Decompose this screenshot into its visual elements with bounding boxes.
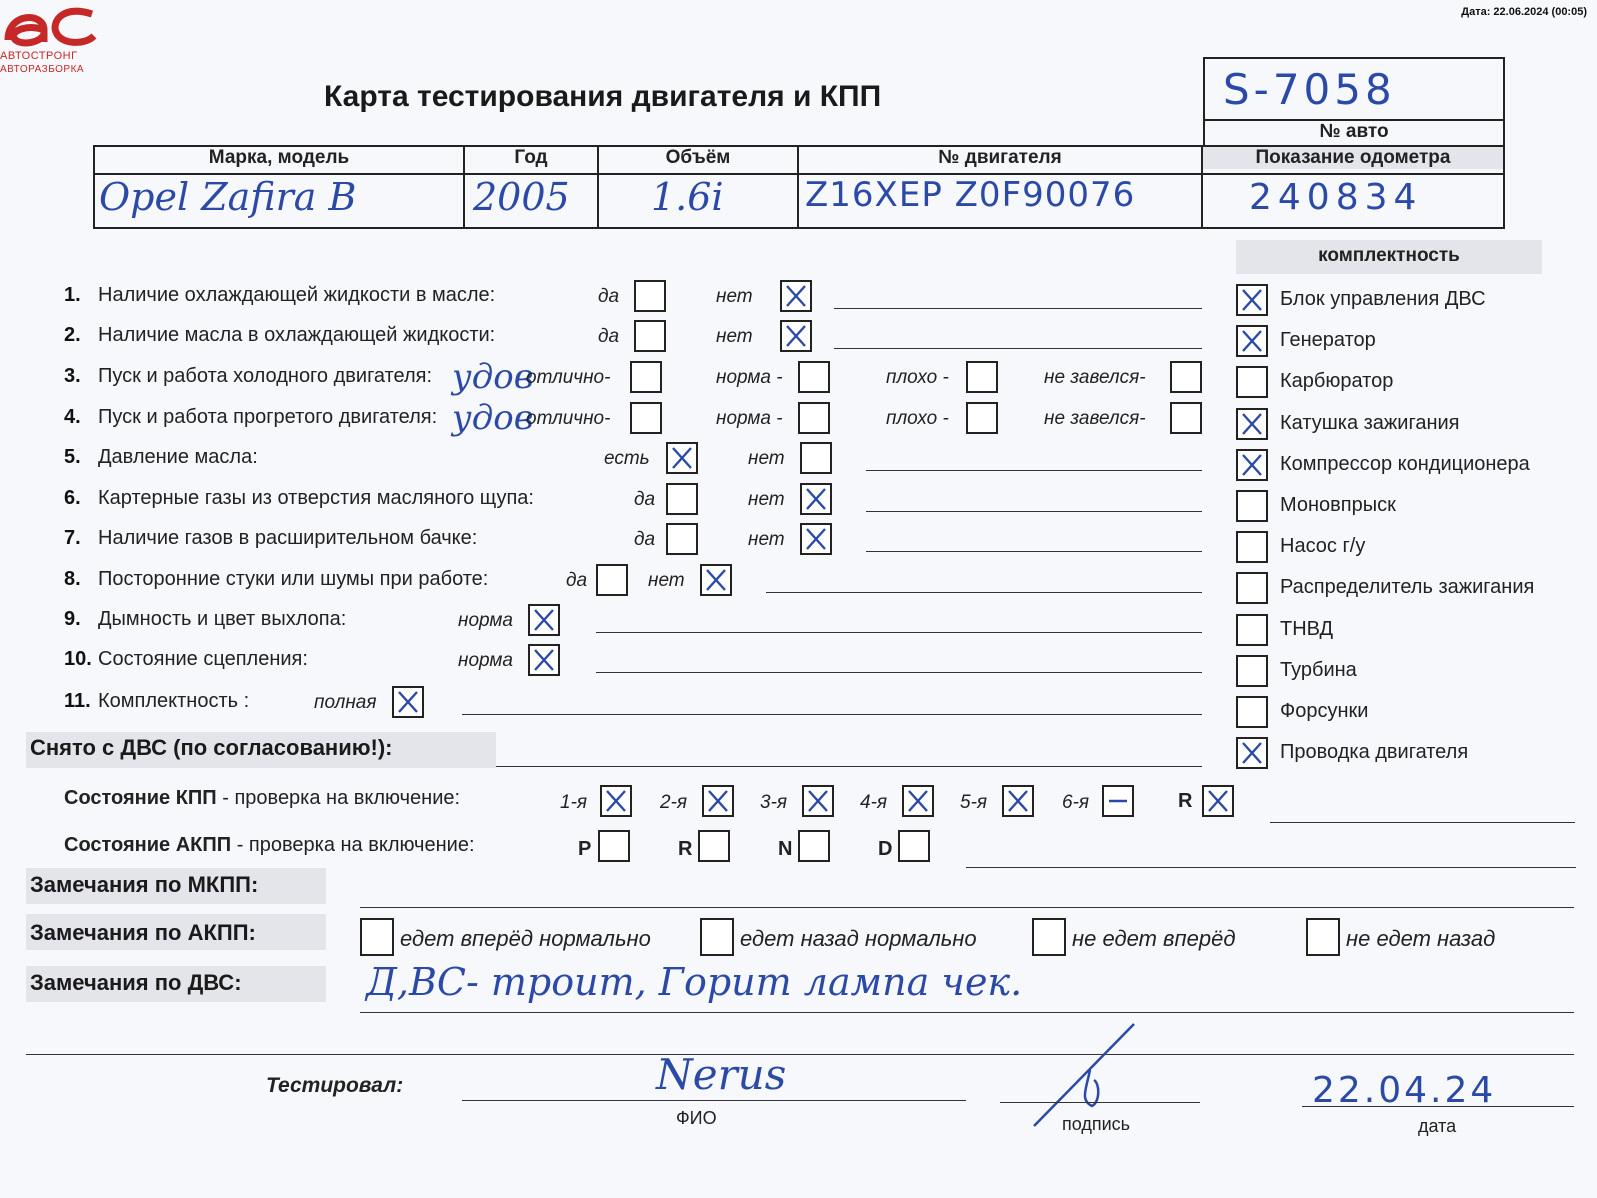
- akpp-mode-checkbox-3[interactable]: [898, 830, 930, 862]
- akpp-mode-label: D: [878, 838, 893, 860]
- test-date: 22.04.24: [1312, 1070, 1497, 1111]
- option-label: да: [566, 570, 588, 591]
- removed-label: Снято с ДВС (по согласованию!):: [30, 735, 393, 760]
- option-label: нет: [748, 448, 785, 469]
- completeness-item-label: Насос г/у: [1280, 535, 1366, 558]
- completeness-checkbox[interactable]: [1236, 490, 1268, 522]
- checkbox-r9-o1[interactable]: [528, 604, 560, 636]
- akpp-note-option-label: не едет вперёд: [1072, 926, 1236, 951]
- row-label: Состояние сцепления:: [98, 648, 308, 670]
- row-label: Наличие охлаждающей жидкости в масле:: [98, 284, 496, 306]
- gear-checkbox-2[interactable]: [802, 785, 834, 817]
- row-note: удов: [452, 357, 534, 397]
- volume-value: 1.6i: [651, 175, 724, 219]
- checkbox-r7-o2[interactable]: [800, 523, 832, 555]
- option-label: отлично-: [526, 408, 611, 429]
- akpp-note-checkbox-1[interactable]: [700, 918, 734, 956]
- checkbox-r2-o2[interactable]: [780, 320, 812, 352]
- option-label: да: [634, 489, 656, 510]
- row-number: 3.: [64, 365, 81, 387]
- checkbox-r5-o2[interactable]: [800, 442, 832, 474]
- completeness-item-label: Форсунки: [1280, 700, 1369, 722]
- option-label: да: [598, 326, 620, 347]
- model-value: Opel Zafira B: [99, 175, 357, 219]
- row-label: Давление масла:: [98, 446, 258, 468]
- completeness-item-label: Моновпрыск: [1280, 494, 1396, 516]
- row-note: удов: [452, 398, 534, 438]
- car-id-label: № авто: [1203, 119, 1505, 147]
- option-label: норма -: [716, 408, 783, 429]
- option-label: плохо -: [886, 408, 949, 429]
- completeness-checkbox[interactable]: [1236, 572, 1268, 604]
- gear-label: 2-я: [660, 792, 688, 813]
- row-label: Комплектность :: [98, 690, 250, 712]
- option-label: нет: [648, 570, 685, 591]
- akpp-note-option-label: едет назад нормально: [740, 926, 977, 951]
- row-number: 9.: [64, 608, 81, 630]
- gear-checkbox-5[interactable]: [1102, 785, 1134, 817]
- car-id-value: S-7058: [1223, 65, 1396, 114]
- notes-dvs-label: Замечания по ДВС:: [30, 970, 242, 995]
- checkbox-r6-o2[interactable]: [800, 483, 832, 515]
- akpp-mode-checkbox-2[interactable]: [798, 830, 830, 862]
- completeness-checkbox[interactable]: [1236, 531, 1268, 563]
- gear-label: 1-я: [560, 792, 588, 813]
- checkbox-r1-o2[interactable]: [780, 280, 812, 312]
- option-label: норма -: [716, 367, 783, 388]
- checkbox-r3-o2[interactable]: [798, 361, 830, 393]
- akpp-mode-checkbox-1[interactable]: [698, 830, 730, 862]
- col-header-model: Марка, модель: [208, 147, 350, 168]
- akpp-note-option-label: не едет назад: [1346, 926, 1496, 951]
- tester-name: Nerus: [656, 1050, 787, 1099]
- option-label: нет: [748, 529, 785, 550]
- gear-checkbox-0[interactable]: [600, 785, 632, 817]
- row-number: 1.: [64, 284, 81, 306]
- akpp-note-checkbox-3[interactable]: [1306, 918, 1340, 956]
- option-label: плохо -: [886, 367, 949, 388]
- gear-label: R: [1178, 790, 1193, 812]
- option-label: да: [634, 529, 656, 550]
- car-id-box: [1203, 57, 1505, 119]
- completeness-checkbox[interactable]: [1236, 655, 1268, 687]
- completeness-title: комплектность: [1318, 245, 1460, 266]
- gear-label: 3-я: [760, 792, 788, 813]
- completeness-checkbox[interactable]: [1236, 696, 1268, 728]
- row-number: 11.: [64, 690, 91, 712]
- notes-dvs-text: Д,ВС- троит, Горит лампа чек.: [366, 960, 1023, 1004]
- col-header-engine-no: № двигателя: [938, 147, 1062, 168]
- option-label: нет: [716, 286, 753, 307]
- akpp-mode-label: R: [678, 838, 693, 860]
- completeness-checkbox[interactable]: [1236, 325, 1268, 357]
- option-label: есть: [604, 448, 650, 469]
- year-value: 2005: [473, 175, 570, 219]
- checkbox-r8-o1[interactable]: [596, 564, 628, 596]
- checkbox-r3-o3[interactable]: [966, 361, 998, 393]
- checkbox-r4-o1[interactable]: [630, 402, 662, 434]
- completeness-checkbox[interactable]: [1236, 366, 1268, 398]
- akpp-note-checkbox-0[interactable]: [360, 918, 394, 956]
- gear-checkbox-3[interactable]: [902, 785, 934, 817]
- completeness-item-label: ТНВД: [1280, 617, 1334, 640]
- row-label: Дымность и цвет выхлопа:: [98, 608, 347, 630]
- checkbox-r7-o1[interactable]: [666, 523, 698, 555]
- completeness-checkbox[interactable]: [1236, 284, 1268, 316]
- completeness-item-label: Генератор: [1280, 329, 1376, 352]
- akpp-mode-checkbox-0[interactable]: [598, 830, 630, 862]
- gear-label: 4-я: [860, 792, 888, 813]
- checkbox-r4-o2[interactable]: [798, 402, 830, 434]
- option-label: не завелся-: [1044, 408, 1146, 429]
- row-label: Посторонние стуки или шумы при работе:: [98, 568, 489, 590]
- row-label: Картерные газы из отверстия масляного щупа:: [98, 487, 534, 509]
- option-label: нет: [716, 326, 753, 347]
- completeness-item-label: Турбина: [1280, 658, 1357, 681]
- checkbox-r4-o3[interactable]: [966, 402, 998, 434]
- notes-akpp-label: Замечания по АКПП:: [30, 920, 256, 945]
- checkbox-r4-o4[interactable]: [1170, 402, 1202, 434]
- brand-name: АВТОСТРОНГ: [0, 50, 78, 62]
- option-label: норма: [458, 610, 513, 631]
- checkbox-r3-o4[interactable]: [1170, 361, 1202, 393]
- checkbox-r10-o1[interactable]: [528, 644, 560, 676]
- gear-label: 6-я: [1062, 792, 1090, 813]
- row-label: Наличие масла в охлаждающей жидкости:: [98, 324, 496, 346]
- odometer-value: 240834: [1249, 177, 1423, 218]
- checkbox-r5-o1[interactable]: [666, 442, 698, 474]
- option-label: норма: [458, 650, 513, 671]
- col-header-odometer: Показание одометра: [1203, 147, 1503, 169]
- col-header-volume: Объём: [665, 147, 731, 168]
- option-label: нет: [748, 489, 785, 510]
- sign-label: подпись: [1062, 1114, 1131, 1134]
- notes-mkpp-label: Замечания по МКПП:: [30, 872, 259, 897]
- completeness-item-label: Компрессор кондиционера: [1280, 452, 1530, 475]
- engine-no-value: Z16XEP Z0F90076: [805, 175, 1136, 215]
- date-stamp: Дата: 22.06.2024 (00:05): [1461, 6, 1587, 18]
- completeness-item-label: Блок управления ДВС: [1280, 288, 1486, 310]
- checkbox-r8-o2[interactable]: [700, 564, 732, 596]
- page-title: Карта тестирования двигателя и КПП: [324, 80, 882, 113]
- option-label: не завелся-: [1044, 367, 1146, 388]
- option-label: отлично-: [526, 367, 611, 388]
- kpp-label: Состояние КПП - проверка на включение:: [64, 787, 461, 809]
- row-number: 6.: [64, 487, 81, 509]
- row-label: Пуск и работа холодного двигателя:: [98, 365, 433, 387]
- option-label: полная: [314, 692, 377, 713]
- akpp-mode-label: P: [578, 838, 592, 860]
- row-number: 5.: [64, 446, 81, 468]
- row-label: Пуск и работа прогретого двигателя:: [98, 406, 438, 428]
- checkbox-r2-o1[interactable]: [634, 320, 666, 352]
- completeness-checkbox[interactable]: [1236, 737, 1268, 769]
- fio-label: ФИО: [676, 1108, 717, 1128]
- date-label: дата: [1418, 1116, 1457, 1136]
- checkbox-r11-o1[interactable]: [392, 686, 424, 718]
- completeness-checkbox[interactable]: [1236, 408, 1268, 440]
- checkbox-r3-o1[interactable]: [630, 361, 662, 393]
- row-number: 4.: [64, 406, 81, 428]
- completeness-checkbox[interactable]: [1236, 614, 1268, 646]
- completeness-item-label: Карбюратор: [1280, 370, 1394, 393]
- akpp-note-option-label: едет вперёд нормально: [400, 926, 651, 951]
- gear-label: 5-я: [960, 792, 988, 813]
- akpp-note-checkbox-2[interactable]: [1032, 918, 1066, 956]
- akpp-label: Состояние АКПП - проверка на включение:: [64, 834, 475, 856]
- brand-logo: [0, 0, 110, 80]
- tested-label: Тестировал:: [266, 1074, 404, 1097]
- brand-subtitle: АВТОРАЗБОРКА: [0, 64, 85, 75]
- gear-checkbox-6[interactable]: [1202, 785, 1234, 817]
- row-number: 8.: [64, 568, 81, 590]
- checkbox-r6-o1[interactable]: [666, 483, 698, 515]
- akpp-mode-label: N: [778, 838, 793, 860]
- row-number: 10.: [64, 648, 92, 670]
- gear-checkbox-4[interactable]: [1002, 785, 1034, 817]
- completeness-item-label: Проводка двигателя: [1280, 741, 1469, 764]
- col-header-year: Год: [514, 147, 548, 168]
- checkbox-r1-o1[interactable]: [634, 280, 666, 312]
- row-number: 7.: [64, 527, 81, 549]
- completeness-checkbox[interactable]: [1236, 449, 1268, 481]
- header-table: [93, 145, 1505, 229]
- row-number: 2.: [64, 324, 81, 346]
- gear-checkbox-1[interactable]: [702, 785, 734, 817]
- ac-logo-icon: [0, 0, 100, 50]
- option-label: да: [598, 286, 620, 307]
- row-label: Наличие газов в расширительном бачке:: [98, 527, 478, 549]
- completeness-item-label: Катушка зажигания: [1280, 411, 1460, 434]
- completeness-item-label: Распределитель зажигания: [1280, 576, 1535, 599]
